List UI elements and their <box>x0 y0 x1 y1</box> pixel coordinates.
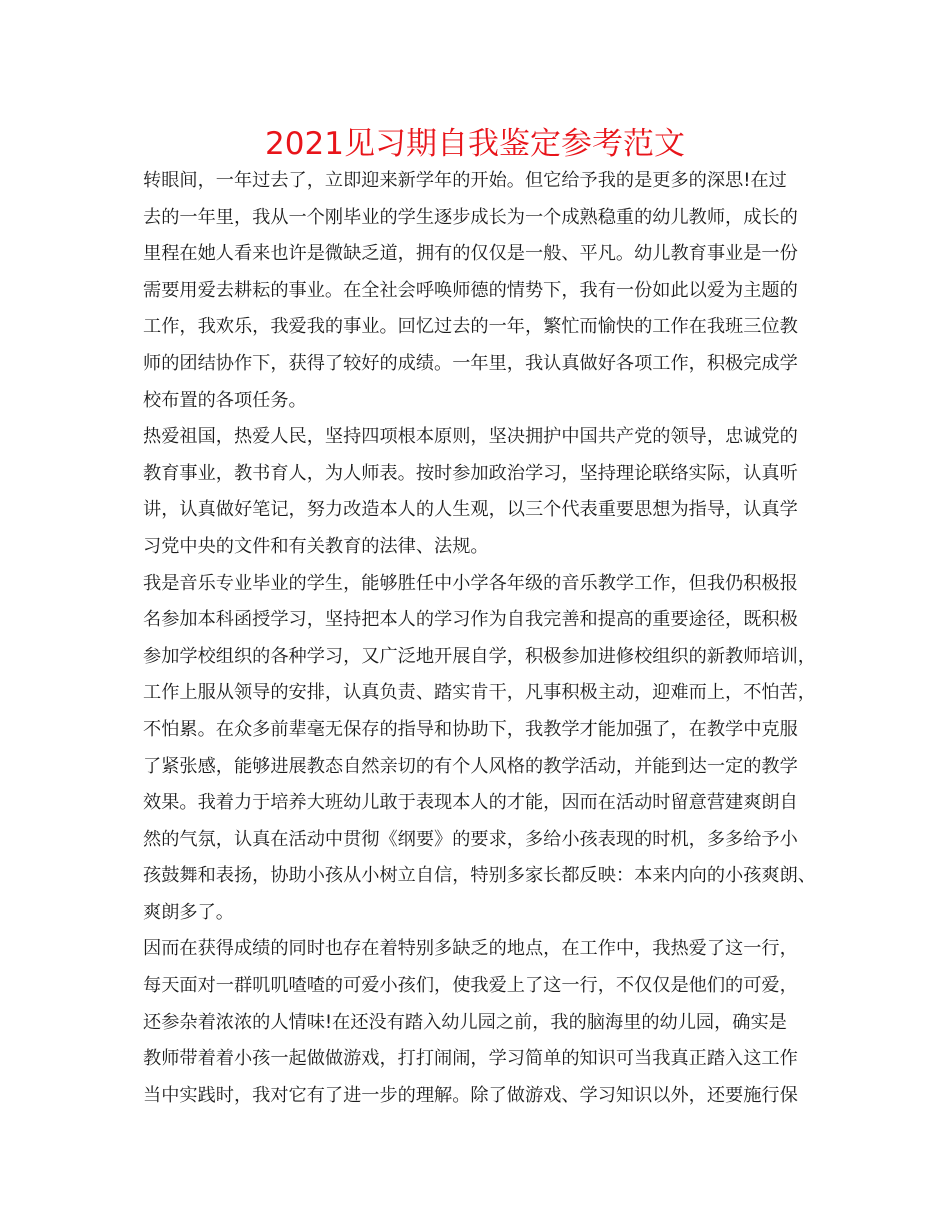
body-line: 每天面对一群叽叽喳喳的可爱小孩们，使我爱上了这一行，不仅仅是他们的可爱， <box>143 975 798 997</box>
body-line: 不怕累。在众多前辈毫无保存的指导和协助下，我教学才能加强了，在教学中克服 <box>143 718 798 740</box>
body-line: 然的气氛，认真在活动中贯彻《纲要》的要求，多给小孩表现的时机，多多给予小 <box>143 828 798 850</box>
body-line: 校布置的各项任务。 <box>143 389 307 411</box>
body-line: 讲，认真做好笔记，努力改造本人的人生观，以三个代表重要思想为指导，认真学 <box>143 499 798 521</box>
body-line: 我是音乐专业毕业的学生，能够胜任中小学各年级的音乐教学工作，但我仍积极报 <box>143 572 798 594</box>
body-line: 还参杂着浓浓的人情味!在还没有踏入幼儿园之前，我的脑海里的幼儿园，确实是 <box>143 1011 787 1033</box>
document-title: 2021见习期自我鉴定参考范文 <box>265 126 685 162</box>
body-line: 需要用爱去耕耘的事业。在全社会呼唤师德的情势下，我有一份如此以爱为主题的 <box>143 279 798 301</box>
document-body <box>143 163 823 1114</box>
body-line: 名参加本科函授学习，坚持把本人的学习作为自我完善和提高的重要途径，既积极 <box>143 609 798 631</box>
body-line: 习党中央的文件和有关教育的法律、法规。 <box>143 535 489 557</box>
body-line: 效果。我着力于培养大班幼儿敢于表现本人的才能，因而在活动时留意营建爽朗自 <box>143 792 798 814</box>
body-line: 去的一年里，我从一个刚毕业的学生逐步成长为一个成熟稳重的幼儿教师，成长的 <box>143 206 798 228</box>
body-line: 师的团结协作下，获得了较好的成绩。一年里，我认真做好各项工作，积极完成学 <box>143 352 798 374</box>
body-line: 参加学校组织的各种学习，又广泛地开展自学，积极参加进修校组织的新教师培训， <box>143 645 816 667</box>
body-line: 里程在她人看来也许是微缺乏道，拥有的仅仅是一般、平凡。幼儿教育事业是一份 <box>143 243 798 265</box>
body-line: 孩鼓舞和表扬，协助小孩从小树立自信，特别多家长都反映：本来内向的小孩爽朗、 <box>143 865 816 887</box>
body-line: 工作上服从领导的安排，认真负责、踏实肯干，凡事积极主动，迎难而上，不怕苦， <box>143 682 816 704</box>
body-line: 当中实践时，我对它有了进一步的理解。除了做游戏、学习知识以外，还要施行保 <box>143 1084 798 1106</box>
body-line: 了紧张感，能够进展教态自然亲切的有个人风格的教学活动，并能到达一定的教学 <box>143 755 798 777</box>
body-line: 工作，我欢乐，我爱我的事业。回忆过去的一年，繁忙而愉快的工作在我班三位教 <box>143 316 798 338</box>
body-line: 教育事业，教书育人，为人师表。按时参加政治学习，坚持理论联络实际，认真听 <box>143 462 798 484</box>
body-line: 转眼间，一年过去了，立即迎来新学年的开始。但它给予我的是更多的深思!在过 <box>143 170 787 191</box>
body-line: 爽朗多了。 <box>143 901 234 923</box>
body-line: 因而在获得成绩的同时也存在着特别多缺乏的地点，在工作中，我热爱了这一行， <box>143 938 798 960</box>
body-line: 教师带着着小孩一起做做游戏，打打闹闹，学习简单的知识可当我真正踏入这工作 <box>143 1048 798 1070</box>
body-line: 热爱祖国，热爱人民，坚持四项根本原则，坚决拥护中国共产党的领导，忠诚党的 <box>143 426 798 448</box>
